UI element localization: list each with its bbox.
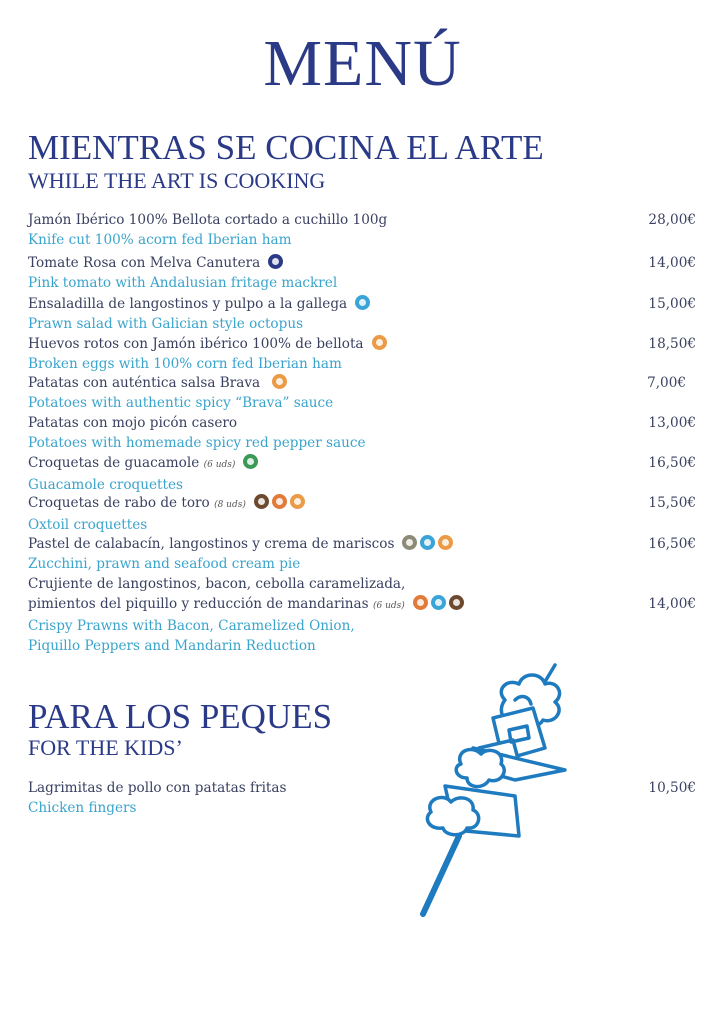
section-title-spanish: MIENTRAS SE COCINA EL ARTE — [28, 128, 544, 167]
dish-name-spanish-line2: pimientos del piquillo y reducción de mandarinas — [28, 596, 369, 612]
section-title-english: WHILE THE ART IS COOKING — [28, 168, 326, 193]
menu-item — [28, 534, 696, 574]
dish-name-spanish: Lagrimitas de pollo con patatas fritas — [28, 780, 287, 796]
dish-price: 18,50€ — [648, 336, 696, 352]
dish-name-english: Crispy Prawns with Bacon, Caramelized Onion, — [28, 618, 355, 634]
dish-name-spanish: Pastel de calabacín, langostinos y crema de mariscos — [28, 536, 395, 552]
dish-name-spanish: Jamón Ibérico 100% Bellota cortado a cuchillo 100g — [28, 212, 388, 228]
menu-item — [28, 493, 696, 535]
dish-price: 28,00€ — [648, 212, 696, 228]
menu-item — [28, 210, 696, 250]
menu-item — [28, 294, 696, 334]
vegetarian-icon — [243, 454, 258, 469]
egg-icon — [438, 535, 453, 550]
menu-title: MENÚ — [263, 27, 462, 100]
dish-name-english: Pink tomato with Andalusian fritage mackrel — [28, 275, 338, 291]
menu-item — [28, 253, 696, 293]
dish-name-english: Oxtoil croquettes — [28, 517, 148, 533]
dish-name-english: Guacamole croquettes — [28, 477, 183, 493]
dish-price: 13,00€ — [648, 415, 696, 431]
dish-name-spanish: Croquetas de rabo de toro — [28, 495, 210, 511]
gluten-icon — [413, 595, 428, 610]
skewer-illustration — [415, 660, 575, 922]
dish-name-spanish: Crujiente de langostinos, bacon, cebolla caramelizada, — [28, 576, 406, 592]
gluten-icon — [272, 494, 287, 509]
dish-price: 15,00€ — [648, 296, 696, 312]
dish-price: 16,50€ — [648, 536, 696, 552]
dish-name-spanish: Huevos rotos con Jamón ibérico 100% de bellota — [28, 336, 364, 352]
quantity-note: (8 uds) — [214, 500, 246, 510]
dish-price: 15,50€ — [648, 495, 696, 511]
dish-name-spanish: Croquetas de guacamole — [28, 455, 200, 471]
mustard-icon — [449, 595, 464, 610]
dish-name-english: Potatoes with authentic spicy “Brava” sauce — [28, 395, 334, 411]
dish-name-spanish: Patatas con mojo picón casero — [28, 415, 238, 431]
menu-item — [28, 574, 696, 656]
menu-item — [28, 334, 696, 374]
crustacean-icon — [431, 595, 446, 610]
crustacean-icon — [355, 295, 370, 310]
dish-name-english: Potatoes with homemade spicy red pepper sauce — [28, 435, 366, 451]
dish-name-spanish: Ensaladilla de langostinos y pulpo a la gallega — [28, 296, 348, 312]
dish-name-english-line2: Piquillo Peppers and Mandarin Reduction — [28, 638, 316, 654]
fish-icon — [268, 254, 283, 269]
dish-name-english: Knife cut 100% acorn fed Iberian ham — [28, 232, 292, 248]
quantity-note: (6 uds) — [372, 601, 405, 611]
dish-price: 10,50€ — [648, 780, 696, 796]
menu-item — [28, 453, 696, 495]
menu-item — [28, 778, 696, 818]
dish-name-english: Prawn salad with Galician style octopus — [28, 316, 304, 332]
dish-price: 14,00€ — [648, 255, 696, 271]
dish-price: 14,00€ — [648, 596, 696, 612]
mustard-icon — [254, 494, 269, 509]
egg-icon — [372, 335, 387, 350]
menu-item — [28, 373, 696, 413]
section-title-english: FOR THE KIDS’ — [28, 735, 183, 760]
mollusc-icon — [402, 535, 417, 550]
crustacean-icon — [420, 535, 435, 550]
quantity-note: (6 uds) — [203, 460, 236, 470]
dish-price: 7,00€ — [647, 375, 686, 391]
section-title-spanish: PARA LOS PEQUES — [28, 697, 333, 736]
dish-price: 16,50€ — [648, 455, 696, 471]
dish-name-spanish: Patatas con auténtica salsa Brava — [28, 375, 261, 391]
dish-name-english: Chicken fingers — [28, 800, 137, 816]
egg-icon — [272, 374, 287, 389]
dish-name-english: Zucchini, prawn and seafood cream pie — [28, 556, 301, 572]
dish-name-english: Broken eggs with 100% corn fed Iberian ham — [28, 356, 342, 372]
dish-name-spanish: Tomate Rosa con Melva Canutera — [28, 255, 261, 271]
egg-icon — [290, 494, 305, 509]
menu-item — [28, 413, 696, 453]
